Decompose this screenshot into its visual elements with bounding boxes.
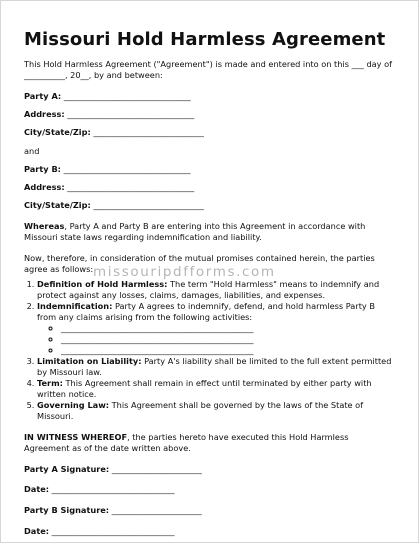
party-b-city-row: [24, 200, 396, 211]
therefore-paragraph: Now, therefore, in consideration of the mutual promises contained herein, the parties agree as follows:: [24, 252, 375, 274]
party-b-date-row: [24, 526, 396, 537]
whereas-paragraph: [24, 221, 396, 243]
party-a-address-label: Address:: [24, 109, 65, 120]
party-b-city-label: City/State/Zip:: [24, 200, 91, 211]
activity-line[interactable]: ◦ _______________________________________________: [61, 323, 396, 334]
clause-governing-law: [37, 400, 396, 422]
whereas-label: Whereas: [24, 220, 65, 231]
party-a-signature-field[interactable]: ______________________: [111, 463, 202, 474]
party-a-date-label: Date:: [24, 484, 50, 495]
party-a-signature-label: Party A Signature:: [24, 463, 110, 474]
and-text: and: [24, 145, 40, 156]
clause-label: Governing Law:: [37, 400, 110, 411]
clause-text: Party A agrees to indemnify, defend, and hold harmless Party B from any claims arising from the following activities:: [37, 301, 375, 323]
site-watermark: missouripdfforms.com: [93, 264, 276, 280]
document-title: Missouri Hold Harmless Agreement: [24, 29, 386, 50]
clause-label: Indemnification:: [37, 301, 113, 312]
party-b-address-row: [24, 182, 396, 193]
witness-label: IN WITNESS WHEREOF: [24, 431, 128, 442]
activity-line[interactable]: ◦ _______________________________________________: [61, 334, 396, 345]
party-b-name-label: Party B:: [24, 163, 61, 174]
whereas-text: , Party A and Party B are entering into this Agreement in accordance with Missouri state laws regarding indemnification and liability.: [24, 220, 366, 243]
party-a-city-label: City/State/Zip:: [24, 127, 91, 138]
party-a-signature-row: [24, 464, 396, 475]
party-b-signature-row: [24, 505, 396, 516]
clause-limitation: [37, 356, 396, 378]
clause-text: This Agreement shall be governed by the laws of the State of Missouri.: [37, 400, 364, 422]
clauses-list: [24, 279, 396, 422]
party-a-address-row: [24, 109, 396, 120]
party-b-name-row: [24, 164, 396, 175]
clause-label: Term:: [37, 378, 63, 389]
clause-label: Definition of Hold Harmless:: [37, 279, 168, 290]
clause-indemnification: [37, 301, 396, 356]
activity-line[interactable]: ◦ _______________________________________________: [61, 345, 396, 356]
party-b-address-label: Address:: [24, 181, 65, 192]
party-b-address-field[interactable]: _______________________________: [67, 181, 195, 192]
clause-text: Party A's liability shall be limited to the full extent permitted by Missouri law.: [37, 356, 392, 378]
party-a-name-row: [24, 91, 396, 102]
party-b-date-field[interactable]: ______________________________: [51, 525, 175, 536]
party-a-name-label: Party A:: [24, 90, 62, 101]
clause-label: Limitation on Liability:: [37, 356, 142, 367]
intro-paragraph: This Hold Harmless Agreement ("Agreement") is made and entered into on this ___ day of __________, 20__, by and between:: [24, 59, 393, 81]
witness-paragraph: [24, 432, 396, 454]
clause-term: [37, 378, 396, 400]
activities-list: [37, 323, 396, 356]
party-b-city-field[interactable]: ___________________________: [93, 200, 204, 211]
party-a-city-field[interactable]: ___________________________: [93, 127, 204, 138]
party-b-name-field[interactable]: _______________________________: [63, 163, 191, 174]
party-b-signature-label: Party B Signature:: [24, 504, 110, 515]
clause-text: This Agreement shall remain in effect until terminated by either party with written notice.: [37, 378, 372, 400]
party-a-name-field[interactable]: _______________________________: [63, 90, 191, 101]
party-a-address-field[interactable]: _______________________________: [67, 109, 195, 120]
witness-text: , the parties hereto have executed this Hold Harmless Agreement as of the date written above.: [24, 431, 349, 453]
clause-text: The term "Hold Harmless" means to indemnify and protect against any losses, claims, damages, liabilities, and expenses.: [37, 279, 380, 301]
party-a-date-field[interactable]: ______________________________: [51, 484, 175, 495]
party-a-date-row: [24, 484, 396, 495]
party-a-city-row: [24, 127, 396, 138]
party-b-signature-field[interactable]: ______________________: [111, 504, 202, 515]
clause-definition: [37, 279, 396, 301]
party-b-date-label: Date:: [24, 525, 50, 536]
